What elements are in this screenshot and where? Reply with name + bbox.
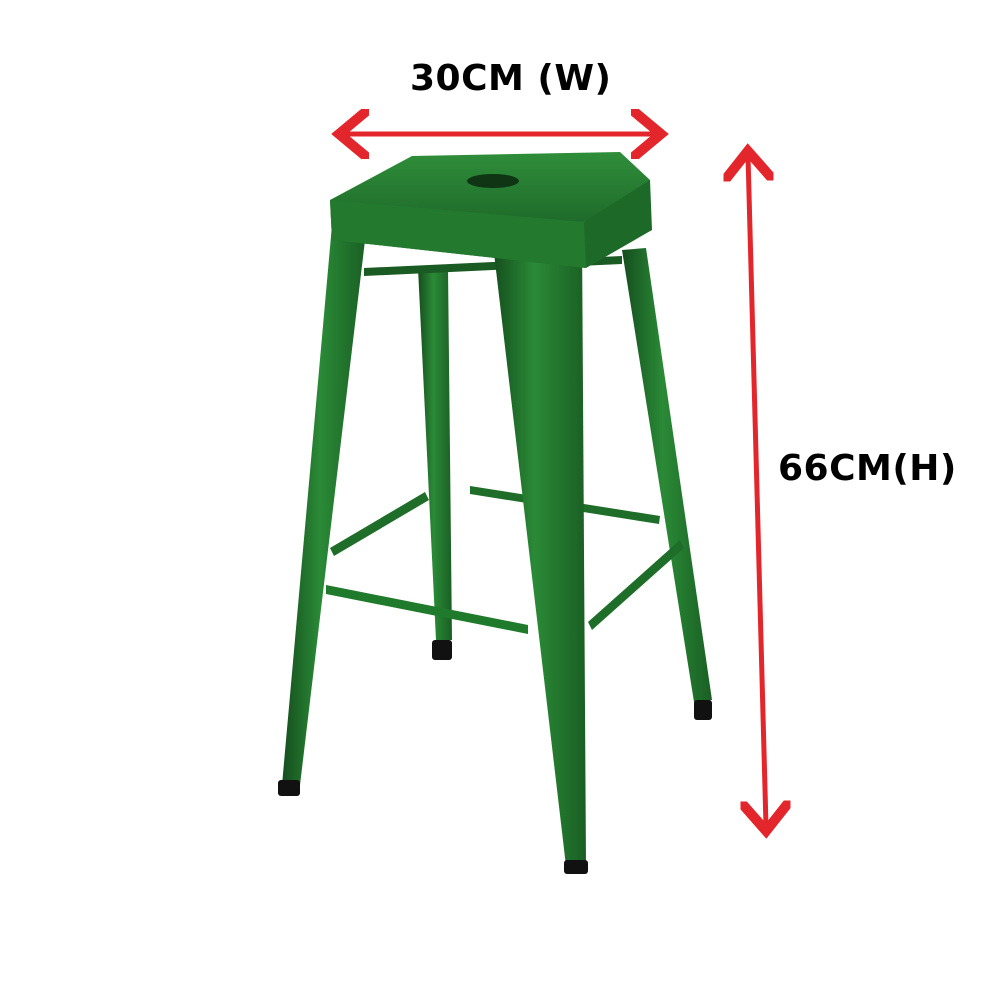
stool-stretcher: [588, 540, 684, 630]
stool-front-left-leg: [282, 225, 366, 785]
height-dimension-label: 66CM(H): [778, 448, 957, 489]
stool-foot-cap: [564, 860, 588, 874]
height-arrow: [748, 156, 766, 826]
stool-seat-handle-slot: [467, 174, 519, 188]
stool-stretcher: [326, 585, 528, 634]
width-dimension-label: 30CM (W): [410, 58, 612, 99]
stool-foot-cap: [278, 780, 300, 796]
stool-stretcher: [330, 492, 429, 556]
stool-foot-cap: [694, 700, 712, 720]
stool-front-right-leg: [492, 236, 586, 866]
stool-back-left-leg: [418, 268, 452, 640]
stool-foot-cap: [432, 640, 452, 660]
stool-back-right-leg: [622, 248, 712, 702]
